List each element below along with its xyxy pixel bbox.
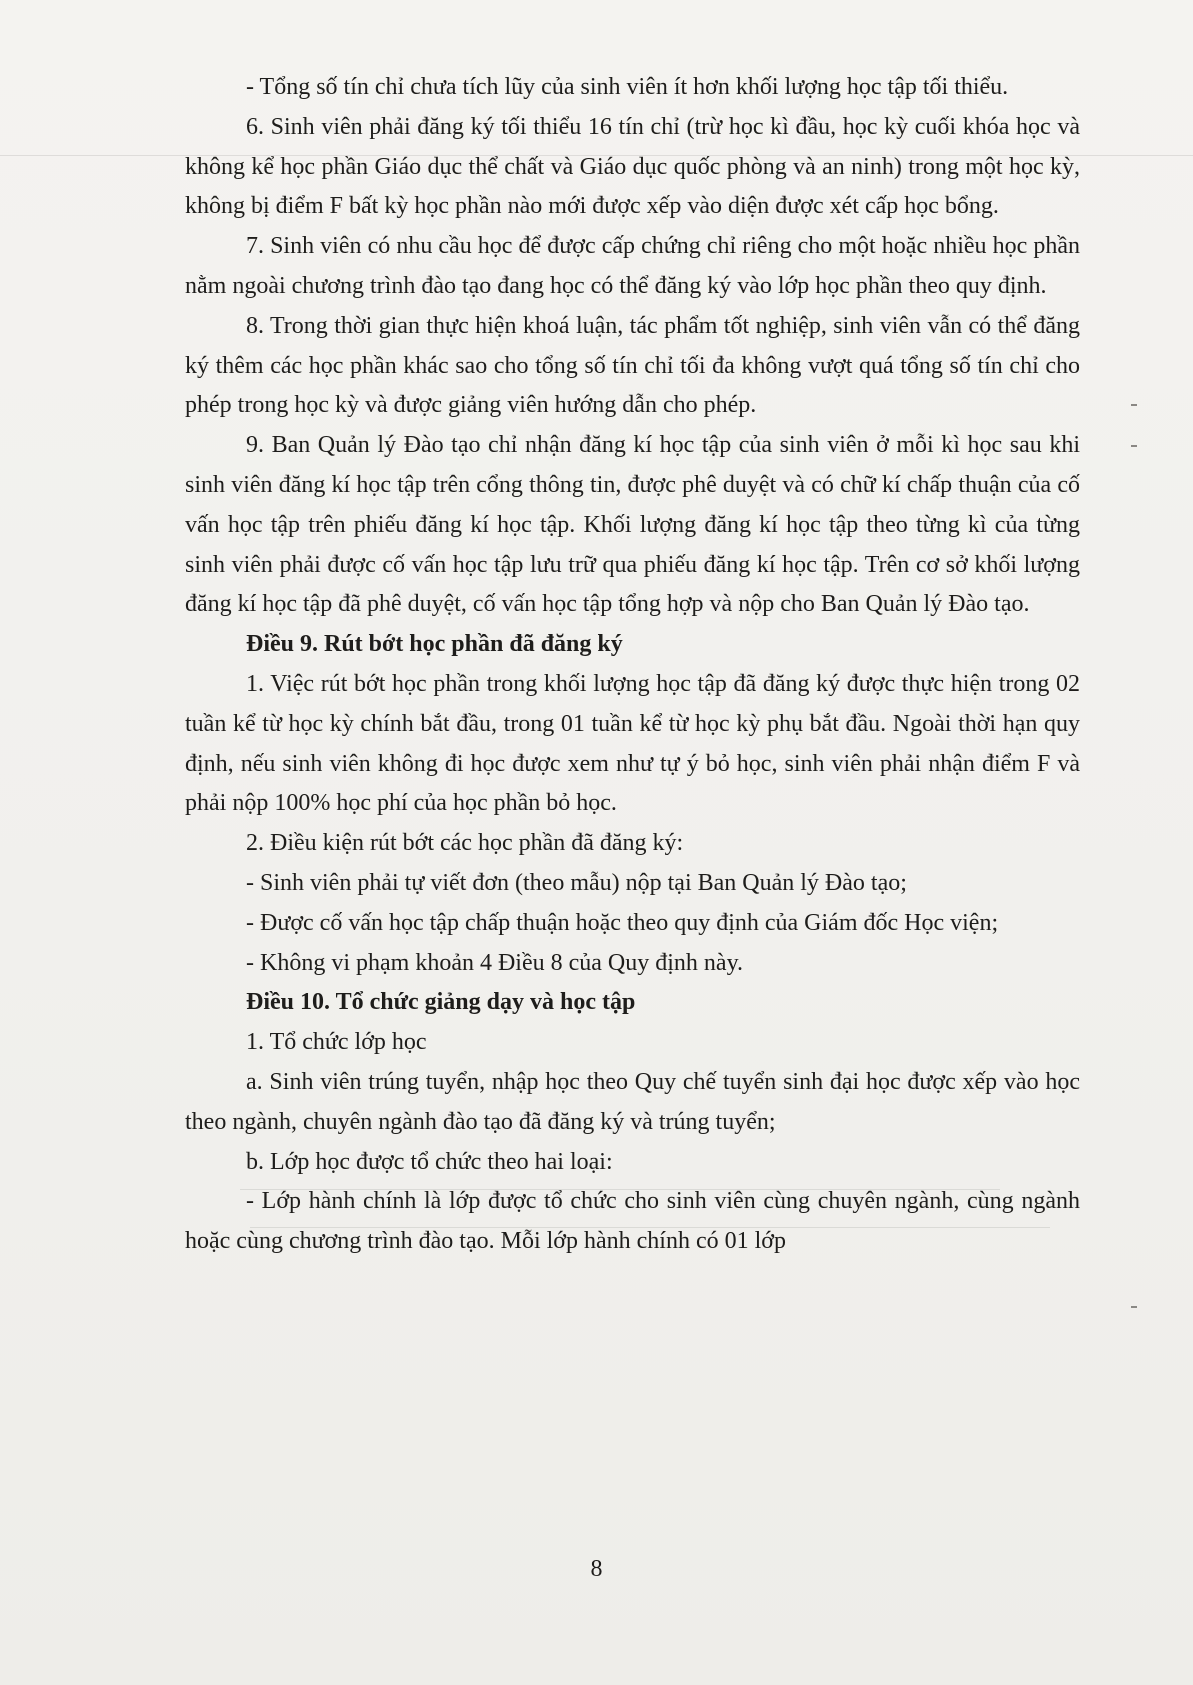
page-number: 8: [590, 1556, 603, 1582]
list-item-no-violation: - Không vi phạm khoản 4 Điều 8 của Quy định này.: [246, 949, 744, 976]
paragraph-registration-approval: 9. Ban Quản lý Đào tạo chỉ nhận đăng kí học tập của sinh viên ở mỗi kì học sau khi sinh viên đăng kí học tập trên cổng thông tin, được phê duyệt và có chữ kí chấp thuận của cố vấn học tập trên phiếu đăng kí học tập. Khối lượng đăng kí học tập theo từng kì của từng sinh viên phải được cố vấn học tập lưu trữ qua phiếu đăng kí học tập. Trên cơ sở khối lượng đăng kí học tập đã phê duyệt, cố vấn học tập tổng hợp và nộp cho Ban Quản lý Đào tạo.: [185, 432, 1080, 618]
list-item-written-request: - Sinh viên phải tự viết đơn (theo mẫu) nộp tại Ban Quản lý Đào tạo;: [246, 869, 907, 896]
paragraph-thesis-period: 8. Trong thời gian thực hiện khoá luận, tác phẩm tốt nghiệp, sinh viên vẫn có thể đăng ký thêm các học phần khác sao cho tổng số tín chỉ tối đa không vượt quá tổng số tín chỉ cho phép trong học kỳ và được giảng viên hướng dẫn cho phép.: [185, 312, 1080, 419]
paragraph-scholarship-credits: 6. Sinh viên phải đăng ký tối thiểu 16 tín chỉ (trừ học kì đầu, học kỳ cuối khóa học và không kể học phần Giáo dục thể chất và Giáo dục quốc phòng và an ninh) trong một học kỳ, không bị điểm F bất kỳ học phần nào mới được xếp vào diện được xét cấp học bổng.: [185, 113, 1080, 220]
list-item-administrative-class: - Lớp hành chính là lớp được tổ chức cho sinh viên cùng chuyên ngành, cùng ngành hoặc cùng chương trình đào tạo. Mỗi lớp hành chính có 01 lớp: [185, 1188, 1080, 1255]
paragraph-class-organization: 1. Tổ chức lớp học: [246, 1029, 427, 1056]
paragraph-withdrawal-conditions: 2. Điều kiện rút bớt các học phần đã đăng ký:: [246, 830, 684, 857]
article-10-heading: Điều 10. Tổ chức giảng dạy và học tập: [246, 989, 636, 1016]
paragraph-withdrawal-period: 1. Việc rút bớt học phần trong khối lượng học tập đã đăng ký được thực hiện trong 02 tuần kể từ học kỳ chính bắt đầu, trong 01 tuần kể từ học kỳ phụ bắt đầu. Ngoài thời hạn quy định, nếu sinh viên không đi học được xem như tự ý bỏ học, sinh viên phải nhận điểm F và phải nộp 100% học phí của học phần bỏ học.: [185, 670, 1080, 817]
paragraph-minimum-credits: - Tổng số tín chỉ chưa tích lũy của sinh viên ít hơn khối lượng học tập tối thiểu.: [246, 74, 1009, 100]
scan-edge-mark: [1131, 404, 1137, 406]
scan-edge-mark: [1131, 445, 1137, 447]
paragraph-class-types: b. Lớp học được tổ chức theo hai loại:: [246, 1148, 613, 1175]
article-9-heading: Điều 9. Rút bớt học phần đã đăng ký: [246, 631, 623, 658]
document-body: [185, 68, 1080, 1262]
scan-edge-mark: [1131, 1306, 1137, 1308]
list-item-advisor-approval: - Được cố vấn học tập chấp thuận hoặc theo quy định của Giám đốc Học viện;: [246, 909, 999, 936]
paragraph-admitted-students: a. Sinh viên trúng tuyển, nhập học theo Quy chế tuyển sinh đại học được xếp vào học theo ngành, chuyên ngành đào tạo đã đăng ký và trúng tuyển;: [185, 1068, 1080, 1135]
paragraph-certificate-courses: 7. Sinh viên có nhu cầu học để được cấp chứng chỉ riêng cho một hoặc nhiều học phần nằm ngoài chương trình đào tạo đang học có thể đăng ký vào lớp học phần theo quy định.: [185, 233, 1080, 299]
